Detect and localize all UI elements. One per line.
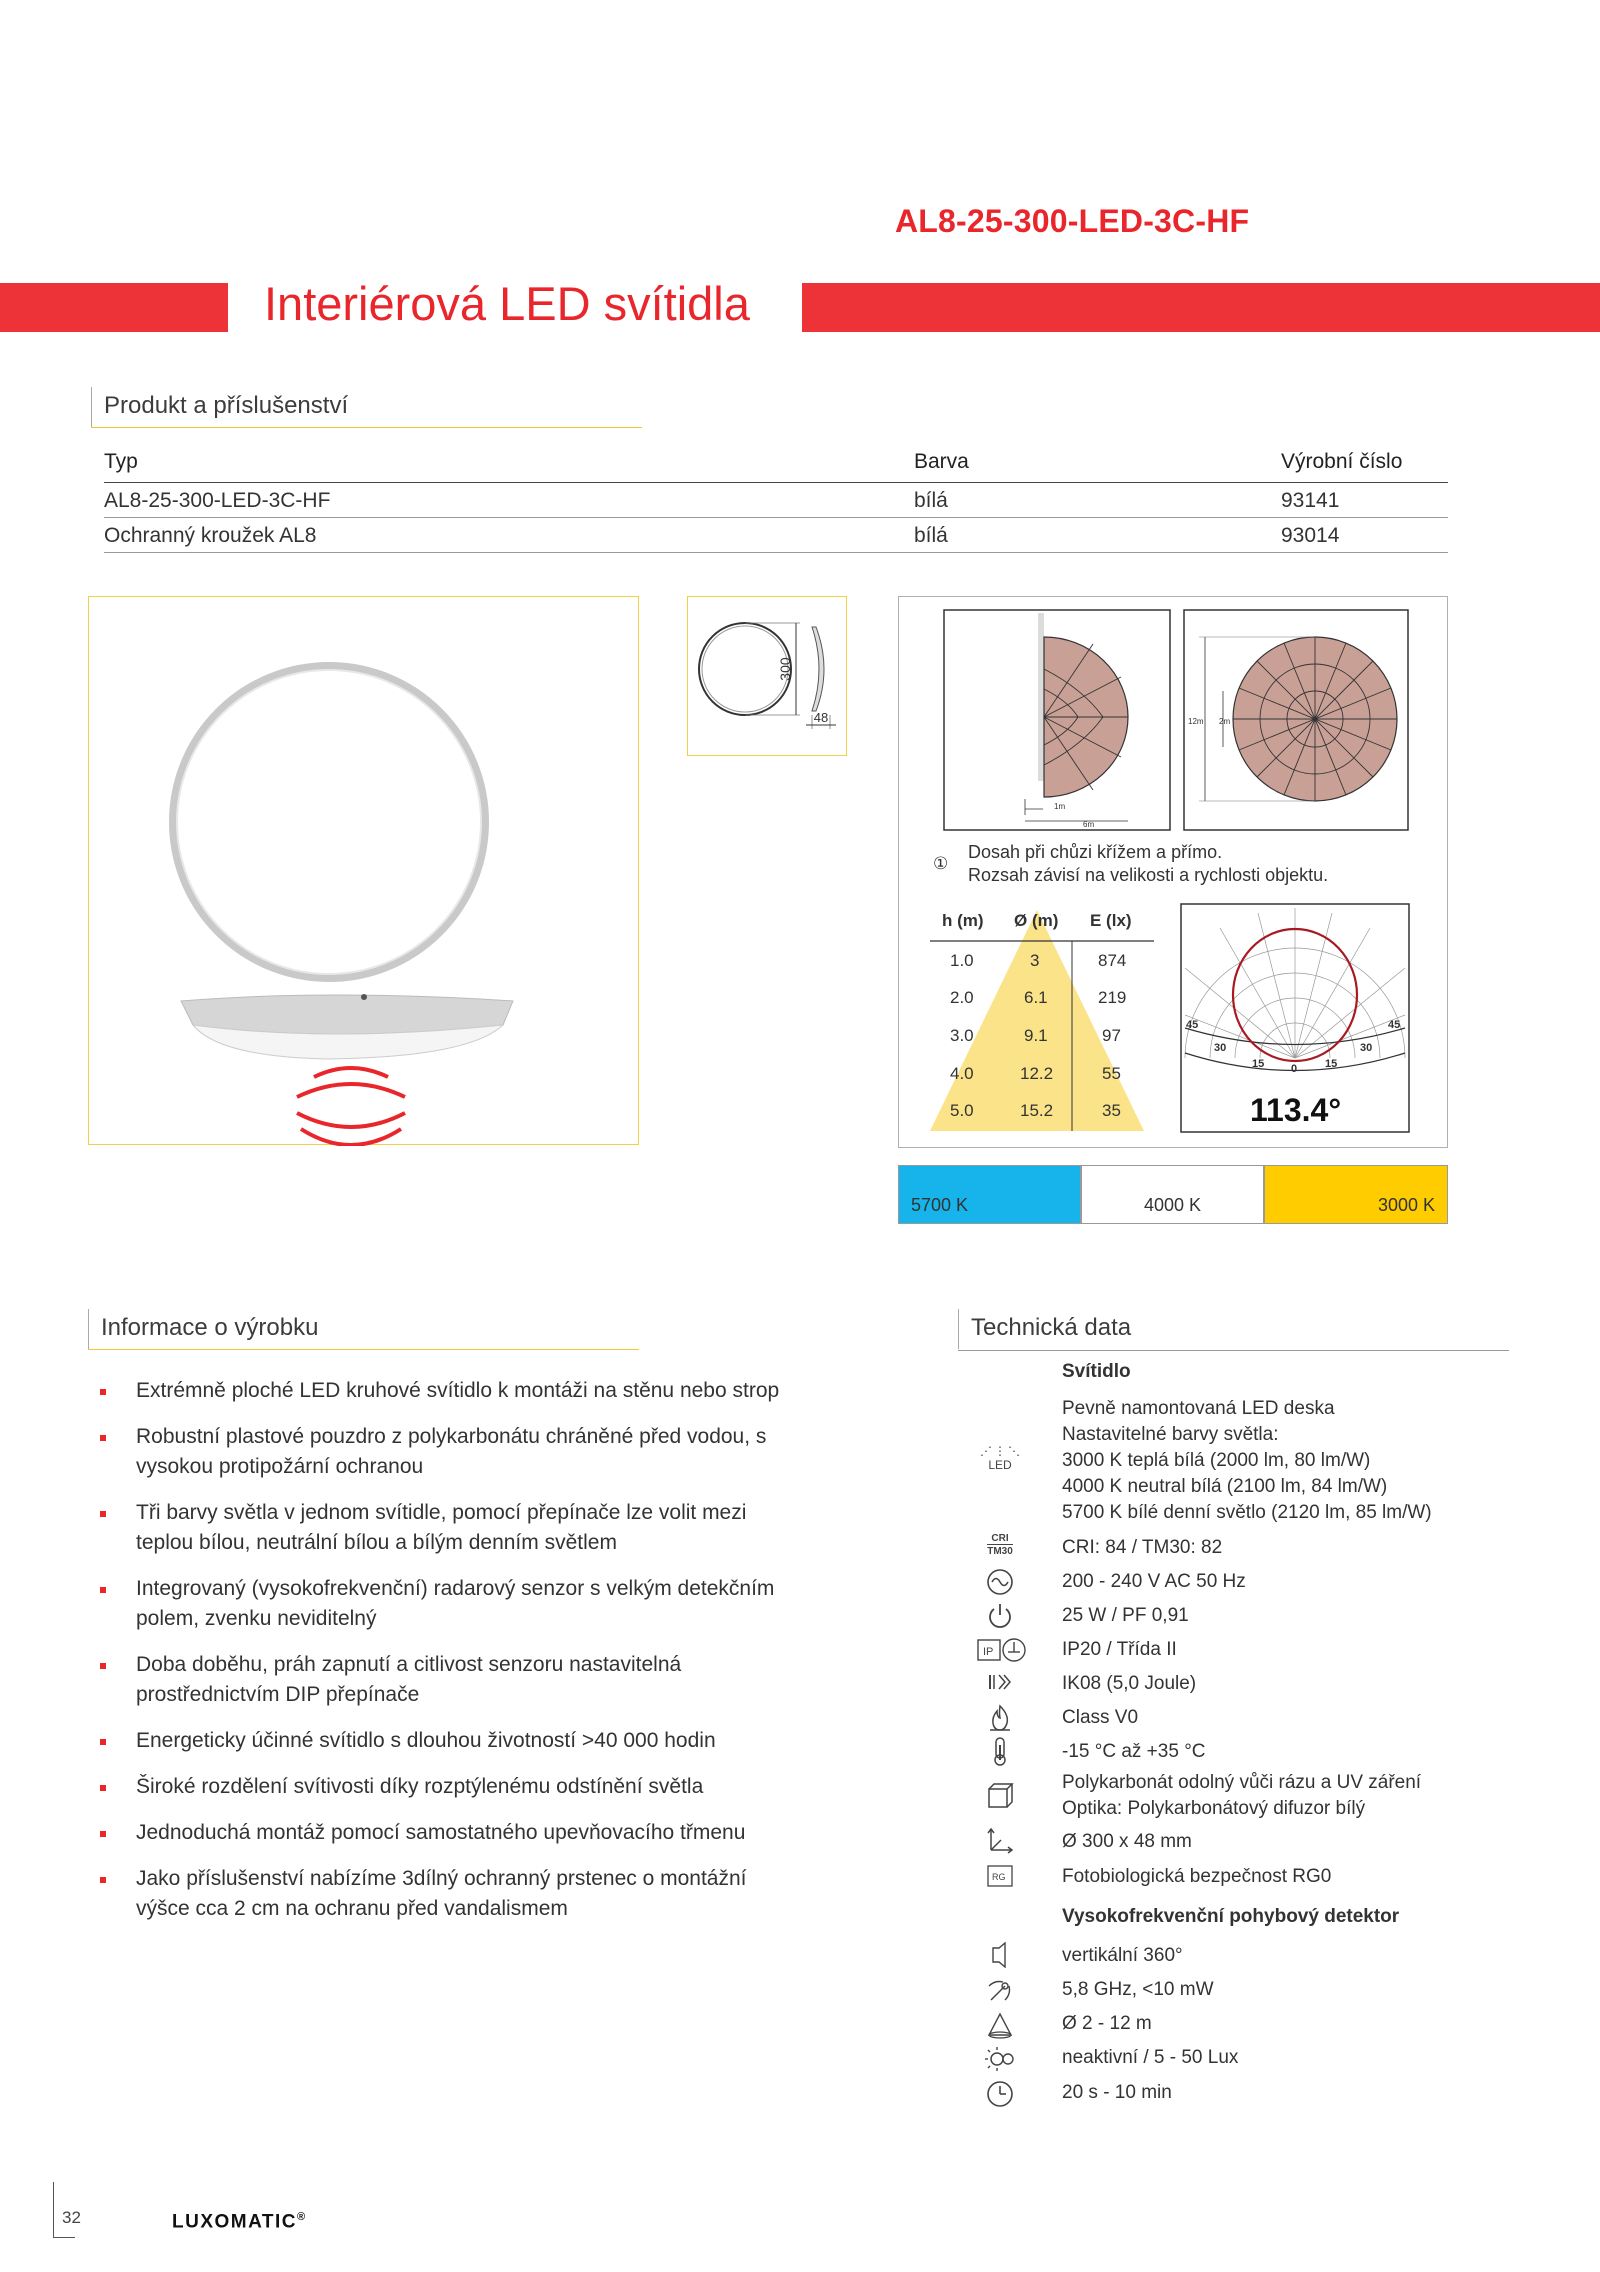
sensor-range-top-diagram [1183, 609, 1409, 831]
dimension-depth-label: 48 [813, 710, 829, 725]
power-value: 25 W / PF 0,91 [1062, 1605, 1189, 1626]
product-photo [89, 597, 640, 1146]
info-heading-underline [88, 1349, 639, 1350]
rg-icon-text: RG [992, 1872, 1006, 1882]
cct-option-3000 [1264, 1165, 1448, 1224]
lux-cell: 1.0 [950, 951, 974, 970]
photobio-value: Fotobiologická bezpečnost RG0 [1062, 1866, 1332, 1887]
tech-heading: Technická data [958, 1309, 1131, 1349]
footer-baseline [53, 2237, 75, 2238]
lux-cell: 4.0 [950, 1064, 974, 1083]
sensor-range-value: Ø 2 - 12 m [1062, 2013, 1152, 2034]
sensor-angle-value: vertikální 360° [1062, 1945, 1183, 1966]
list-item: Robustní plastové pouzdro z polykarbonátu chráněné před vodou, s vysokou protipožární ochranou [100, 1422, 780, 1482]
cell-type: Ochranný kroužek AL8 [104, 517, 914, 552]
list-item: Jednoduchá montáž pomocí samostatného upevňovacího třmenu [100, 1818, 780, 1848]
flame-icon [980, 1703, 1020, 1739]
info-heading: Informace o výrobku [88, 1309, 318, 1349]
polar-angle-label: 0 [1291, 1063, 1298, 1075]
detection-range-icon [980, 2011, 1020, 2045]
products-heading-underline [91, 427, 642, 428]
luminaire-title: Svítidlo [1062, 1361, 1131, 1382]
list-item: Široké rozdělení svítivosti díky rozptýlenému odstínění světla [100, 1772, 780, 1802]
cri-icon-top: CRI [991, 1533, 1009, 1544]
cct-label: 3000 K [1377, 1195, 1435, 1215]
polar-diagram [1180, 903, 1410, 1133]
lux-cell: 9.1 [1024, 1026, 1048, 1045]
lux-header-h: h (m) [942, 911, 984, 930]
brand-logo [172, 2211, 307, 2233]
illuminance-table [922, 906, 1162, 1134]
radar-frequency-icon [980, 1976, 1020, 2010]
product-photo-box [88, 596, 639, 1145]
lux-cell: 55 [1102, 1064, 1121, 1083]
footer-divider [53, 2182, 54, 2237]
tech-heading-underline [958, 1350, 1509, 1351]
polar-angle-label: 45 [1388, 1019, 1401, 1031]
lux-cell: 5.0 [950, 1101, 974, 1120]
lux-cell: 97 [1102, 1026, 1121, 1045]
cct-label: 5700 K [911, 1195, 969, 1215]
led-line: 3000 K teplá bílá (2000 lm, 80 lm/W) [1062, 1450, 1371, 1471]
dimensions-icon [980, 1826, 1020, 1862]
cri-icon-bottom: TM30 [987, 1546, 1013, 1557]
beam-angle: 113.4° [1250, 1092, 1342, 1128]
list-item: Tři barvy světla v jednom svítidle, pomocí přepínače lze volit mezi teplou bílou, neutrální bílou a bílým denním světlem [100, 1498, 780, 1558]
clock-icon [980, 2079, 1020, 2115]
products-heading: Produkt a příslušenství [91, 387, 348, 427]
cell-color: bílá [914, 517, 1281, 552]
cell-type: AL8-25-300-LED-3C-HF [104, 482, 914, 517]
cct-option-4000 [1081, 1165, 1264, 1224]
sensor-title: Vysokofrekvenční pohybový detektor [1062, 1906, 1400, 1927]
lux-cell: 2.0 [950, 988, 974, 1007]
dimension-drawing-box [687, 596, 847, 756]
fire-value: Class V0 [1062, 1707, 1139, 1728]
lux-cell: 3 [1030, 951, 1040, 970]
risk-group-icon [980, 1864, 1020, 1894]
housing-material-icon [980, 1781, 1020, 1817]
ac-power-icon [980, 1567, 1020, 1603]
cct-option-5700 [898, 1165, 1081, 1224]
lux-cell: 219 [1098, 988, 1127, 1007]
sensor-lux-value: neaktivní / 5 - 50 Lux [1062, 2047, 1239, 2068]
ip-value: IP20 / Třída II [1062, 1639, 1177, 1660]
cri-value: CRI: 84 / TM30: 82 [1062, 1537, 1223, 1558]
power-icon [980, 1601, 1020, 1637]
lux-cell: 6.1 [1024, 988, 1048, 1007]
range-label-12m: 12m [1188, 717, 1204, 726]
material-value-1: Polykarbonát odolný vůči rázu a UV záření [1062, 1772, 1422, 1793]
lux-header-e: E (lx) [1090, 911, 1132, 930]
range-note-line-1: Dosah při chůzi křížem a přímo. [968, 842, 1223, 862]
brand-name: LUXOMATIC [172, 2211, 298, 2233]
column-header-article: Výrobní číslo [1281, 450, 1448, 482]
cri-icon [980, 1533, 1020, 1557]
sensor-time-value: 20 s - 10 min [1062, 2082, 1172, 2103]
ik-value: IK08 (5,0 Joule) [1062, 1673, 1197, 1694]
led-line: Pevně namontovaná LED deska [1062, 1398, 1335, 1419]
list-item: Extrémně ploché LED kruhové svítidlo k montáži na stěnu nebo strop [100, 1376, 780, 1406]
range-note-line-2: Rozsah závisí na velikosti a rychlosti objektu. [968, 865, 1329, 885]
title-bar-left [0, 283, 228, 332]
cell-article: 93141 [1281, 482, 1448, 517]
products-table [104, 450, 1448, 553]
table-row [104, 482, 1448, 517]
title-bar-right [802, 283, 1600, 332]
list-item: Energeticky účinné svítidlo s dlouhou životností >40 000 hodin [100, 1726, 780, 1756]
page-title: Interiérová LED svítidla [264, 277, 750, 330]
column-header-color: Barva [914, 450, 1281, 482]
list-item: Integrovaný (vysokofrekvenční) radarový senzor s velkým detekčním polem, zvenku neviditelný [100, 1574, 780, 1634]
sensor-frequency-value: 5,8 GHz, <10 mW [1062, 1979, 1214, 2000]
brand-registered: ® [297, 2211, 307, 2223]
sensor-range-side-diagram [943, 609, 1171, 831]
led-line: Nastavitelné barvy světla: [1062, 1424, 1279, 1445]
page-number: 32 [62, 2208, 81, 2227]
polar-angle-label: 30 [1360, 1042, 1373, 1054]
range-label-1m: 1m [1054, 802, 1066, 811]
cell-article: 93014 [1281, 517, 1448, 552]
lux-cell: 3.0 [950, 1026, 974, 1045]
ip-icon-text: IP [983, 1646, 994, 1658]
range-note-marker: ① [933, 854, 949, 873]
dimension-height-label: 300 [777, 657, 793, 681]
dimension-drawing [688, 597, 848, 757]
thermometer-icon [980, 1735, 1020, 1773]
lux-cell: 874 [1098, 951, 1127, 970]
temperature-value: -15 °C až +35 °C [1062, 1741, 1206, 1762]
lux-cell: 35 [1102, 1101, 1121, 1120]
cell-color: bílá [914, 482, 1281, 517]
lux-header-d: Ø (m) [1014, 911, 1059, 930]
light-threshold-icon [980, 2045, 1020, 2079]
range-label-2m: 2m [1219, 717, 1231, 726]
info-list [100, 1376, 780, 1940]
lux-cell: 12.2 [1020, 1064, 1054, 1083]
product-code: AL8-25-300-LED-3C-HF [895, 203, 1250, 239]
impact-icon [980, 1671, 1020, 1698]
voltage-value: 200 - 240 V AC 50 Hz [1062, 1571, 1246, 1592]
led-icon-text: LED [988, 1458, 1012, 1472]
material-value-2: Optika: Polykarbonátový difuzor bílý [1062, 1798, 1366, 1819]
column-header-type: Typ [104, 450, 914, 482]
polar-angle-label: 15 [1252, 1058, 1265, 1070]
led-icon: ⋰⋮⋱ LED [980, 1444, 1022, 1472]
table-row [104, 517, 1448, 552]
list-item: Jako příslušenství nabízíme 3dílný ochranný prstenec o montážní výšce cca 2 cm na ochranu před vandalismem [100, 1864, 780, 1924]
led-line: 4000 K neutral bílá (2100 lm, 84 lm/W) [1062, 1476, 1388, 1497]
list-item: Doba doběhu, práh zapnutí a citlivost senzoru nastavitelná prostřednictvím DIP přepínače [100, 1650, 780, 1710]
detection-angle-icon [980, 1942, 1020, 1974]
cct-label: 4000 K [1143, 1195, 1202, 1215]
products-table-header [104, 450, 1448, 482]
lux-cell: 15.2 [1020, 1101, 1054, 1120]
dimensions-value: Ø 300 x 48 mm [1062, 1831, 1192, 1852]
led-line: 5700 K bílé denní světlo (2120 lm, 85 lm/W) [1062, 1502, 1432, 1523]
ip-class-icon [976, 1636, 1028, 1670]
range-label-6m: 6m [1083, 820, 1095, 829]
polar-angle-label: 45 [1186, 1019, 1199, 1031]
polar-angle-label: 15 [1325, 1058, 1338, 1070]
polar-angle-label: 30 [1214, 1042, 1227, 1054]
